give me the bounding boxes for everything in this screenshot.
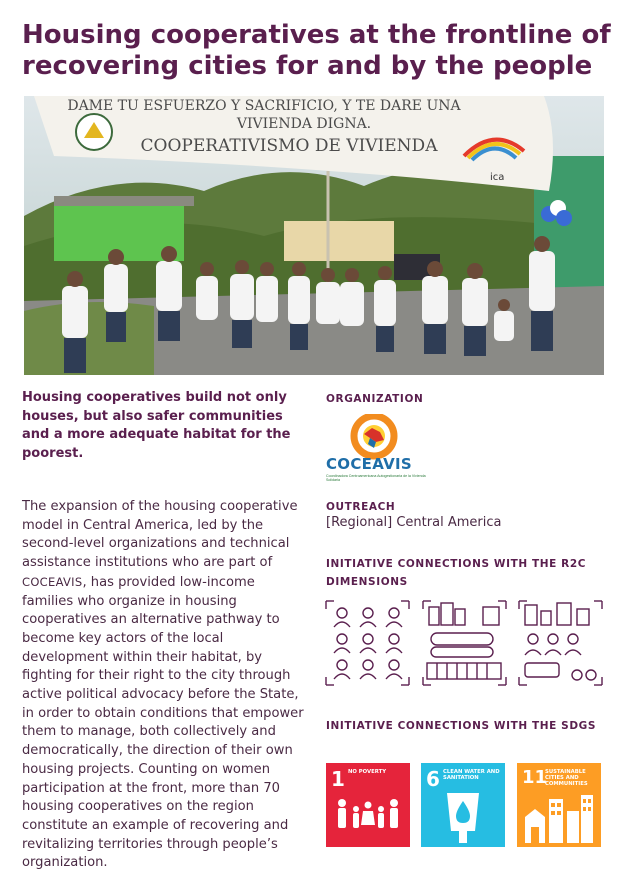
city-blocks-icon (421, 599, 508, 687)
cooperative-group-photo (24, 96, 604, 375)
organization-label: ORGANIZATION (326, 393, 424, 405)
outreach-value: [Regional] Central America (326, 515, 502, 530)
page-title: Housing cooperatives at the frontline of recovering cities for and by the people (22, 20, 611, 81)
sdg-6-name: CLEAN WATER AND SANITATION (443, 769, 500, 782)
banner-text-line2: VIVIENDA DIGNA. (236, 116, 372, 132)
lead-paragraph: Housing cooperatives build not only houses, but also safer communities and a more adequate habitat for the poorest. (22, 390, 291, 461)
sdg-6-tile (421, 763, 505, 847)
body-org-name: COCEAVIS (22, 574, 83, 589)
cover-photo (24, 96, 604, 375)
sdg-1-name: NO POVERTY (348, 769, 387, 775)
sdg-1-tile (326, 763, 410, 847)
city-buildings-icon (517, 787, 601, 847)
body-text-part1: The expansion of the housing cooperative model in Central America, led by the second-level organizations and technical assistance institutions who are part of (22, 499, 298, 571)
outreach-label: OUTREACH (326, 501, 396, 513)
sdg-11-tile (517, 763, 601, 847)
banner-text-line1: DAME TU ESFUERZO Y SACRIFICIO, Y TE DARE UNA (67, 98, 461, 114)
body-paragraph (22, 498, 307, 873)
banner-text-line3: COOPERATIVISMO DE VIVIENDA (140, 136, 438, 156)
banner-brand-text: ica (490, 172, 505, 183)
water-glass-icon (421, 787, 505, 847)
body-text-part2: , has provided low-income families who organize in housing cooperatives an alternative pathway to become key actors of the local development within their habitat, by fighting for their right to the city through active political advocacy before the State, in order to obtain conditions that empower them to manage, both collectively and democratically, the direction of their own housing projects. Counting on women participation at the front, more than 70 housing cooperatives on the region constitute an example of recovering and revitalizing territories through people’s organization. (22, 574, 304, 871)
sdg-11-name: SUSTAINABLE CITIES AND COMMUNITIES (545, 769, 588, 788)
people-grid-icon (324, 599, 411, 687)
family-icon (326, 787, 410, 847)
sdg-connections-label: INITIATIVE CONNECTIONS WITH THE SDGS (326, 720, 597, 732)
city-diversity-icon (517, 599, 604, 687)
sdg-11-number: 11 (522, 767, 548, 788)
r2c-connections-label: INITIATIVE CONNECTIONS WITH THE R2C DIMENSIONS (326, 558, 587, 588)
sdg-1-number: 1 (331, 767, 345, 791)
logo-subtitle: Coordinadora Centroamericana Autogestionaria de la Vivienda Solidaria (326, 474, 426, 482)
logo-name: COCEAVIS (326, 455, 412, 473)
sdg-6-number: 6 (426, 767, 440, 791)
